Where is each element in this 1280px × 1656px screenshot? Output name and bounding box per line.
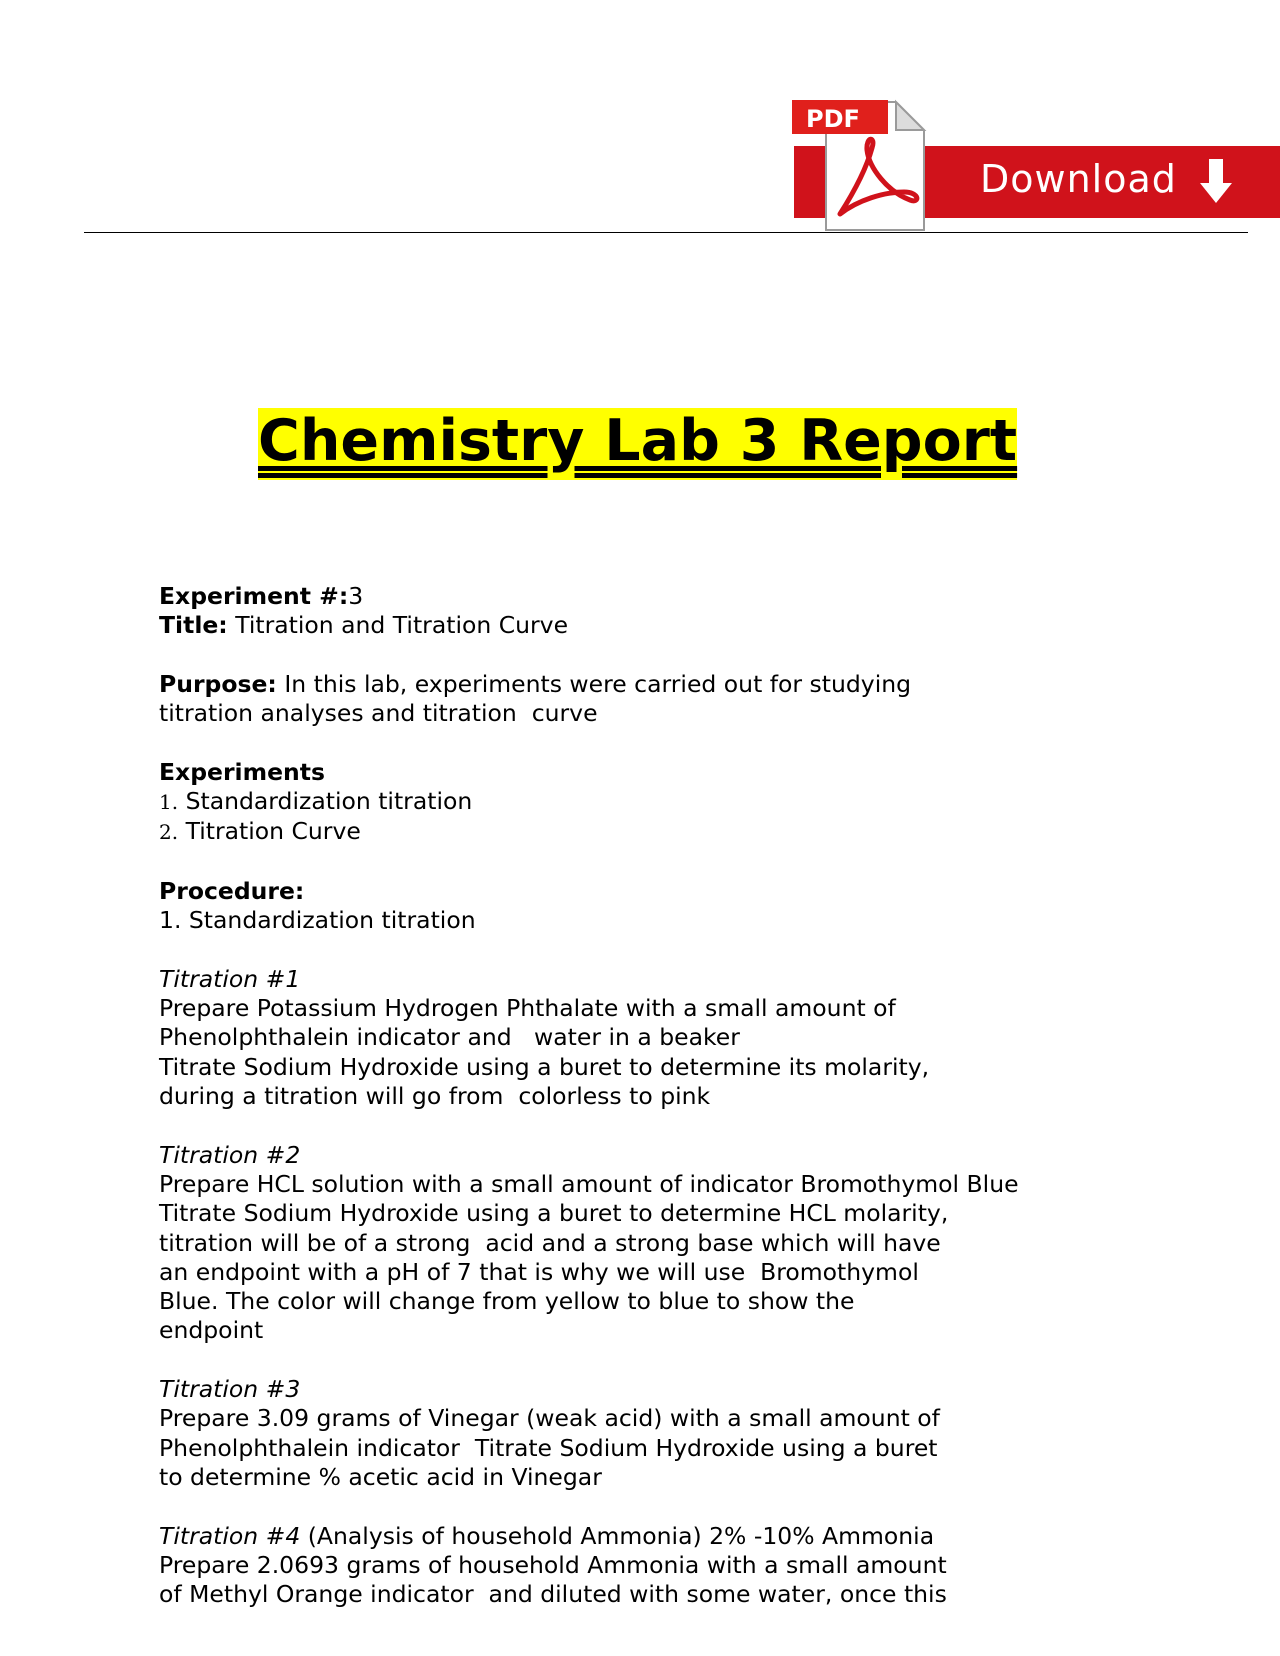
paragraph-line: of Methyl Orange indicator and diluted with some water, once this — [159, 1580, 947, 1609]
title-value: Titration and Titration Curve — [227, 611, 569, 640]
title-label: Title: — [159, 611, 228, 640]
experiments-heading: Experiments — [159, 757, 325, 786]
paragraph-line: endpoint — [159, 1316, 264, 1345]
purpose-line — [159, 670, 1199, 699]
paragraph-line: an endpoint with a pH of 7 that is why we will use Bromothymol — [159, 1257, 919, 1286]
paragraph-line: Prepare 3.09 grams of Vinegar (weak acid) with a small amount of — [159, 1404, 940, 1433]
experiment-value: 3 — [348, 582, 364, 610]
titration-heading: Titration #4 (Analysis of household Ammonia) 2% -10% Ammonia — [159, 1521, 935, 1550]
experiment-list-item — [159, 787, 1199, 817]
list-number: 2. — [159, 820, 179, 845]
paragraph-line: Phenolphthalein indicator Titrate Sodium Hydroxide using a buret — [159, 1433, 938, 1462]
purpose-label: Purpose: — [159, 669, 277, 698]
paragraph-line: titration will be of a strong acid and a strong base which will have — [159, 1228, 941, 1257]
paragraph-line: Titrate Sodium Hydroxide using a buret to determine HCL molarity, — [159, 1199, 949, 1228]
header-divider — [84, 232, 1248, 233]
list-text: Titration Curve — [178, 817, 361, 846]
paragraph-line: Titrate Sodium Hydroxide using a buret to determine its molarity, — [159, 1052, 930, 1081]
list-text: Standardization titration — [178, 787, 473, 816]
pdf-file-icon[interactable] — [792, 96, 932, 236]
purpose-text: In this lab, experiments were carried out for studying — [276, 669, 912, 698]
titration-heading: Titration #3 — [159, 1375, 301, 1404]
paragraph-line: Prepare 2.0693 grams of household Ammonia with a small amount — [159, 1550, 947, 1579]
procedure-heading: Procedure: — [159, 876, 305, 905]
procedure-subheading: 1. Standardization titration — [159, 906, 476, 935]
paragraph-line: Phenolphthalein indicator and water in a beaker — [159, 1023, 740, 1052]
paragraph-line: to determine % acetic acid in Vinegar — [159, 1462, 602, 1491]
purpose-text: titration analyses and titration curve — [159, 699, 598, 728]
experiment-label: Experiment #: — [159, 582, 349, 610]
paragraph-line: during a titration will go from colorless to pink — [159, 1082, 711, 1111]
download-label[interactable]: Download — [980, 157, 1177, 201]
titration-heading: Titration #1 — [159, 964, 301, 993]
experiment-number-line — [159, 582, 1199, 611]
experiment-list-item — [159, 817, 1199, 847]
paragraph-line: Blue. The color will change from yellow to blue to show the — [159, 1287, 855, 1316]
titration-heading: Titration #2 — [159, 1140, 301, 1169]
list-number: 1. — [159, 790, 179, 815]
paragraph-line: Prepare Potassium Hydrogen Phthalate with a small amount of — [159, 994, 896, 1023]
document-title: Chemistry Lab 3 Report — [258, 408, 1017, 480]
paragraph-line: Prepare HCL solution with a small amount of indicator Bromothymol Blue — [159, 1169, 1019, 1198]
pdf-badge-label: PDF — [806, 105, 860, 133]
title-line — [159, 611, 1199, 640]
down-arrow-icon[interactable] — [1198, 159, 1234, 205]
document-body — [159, 582, 1199, 1609]
